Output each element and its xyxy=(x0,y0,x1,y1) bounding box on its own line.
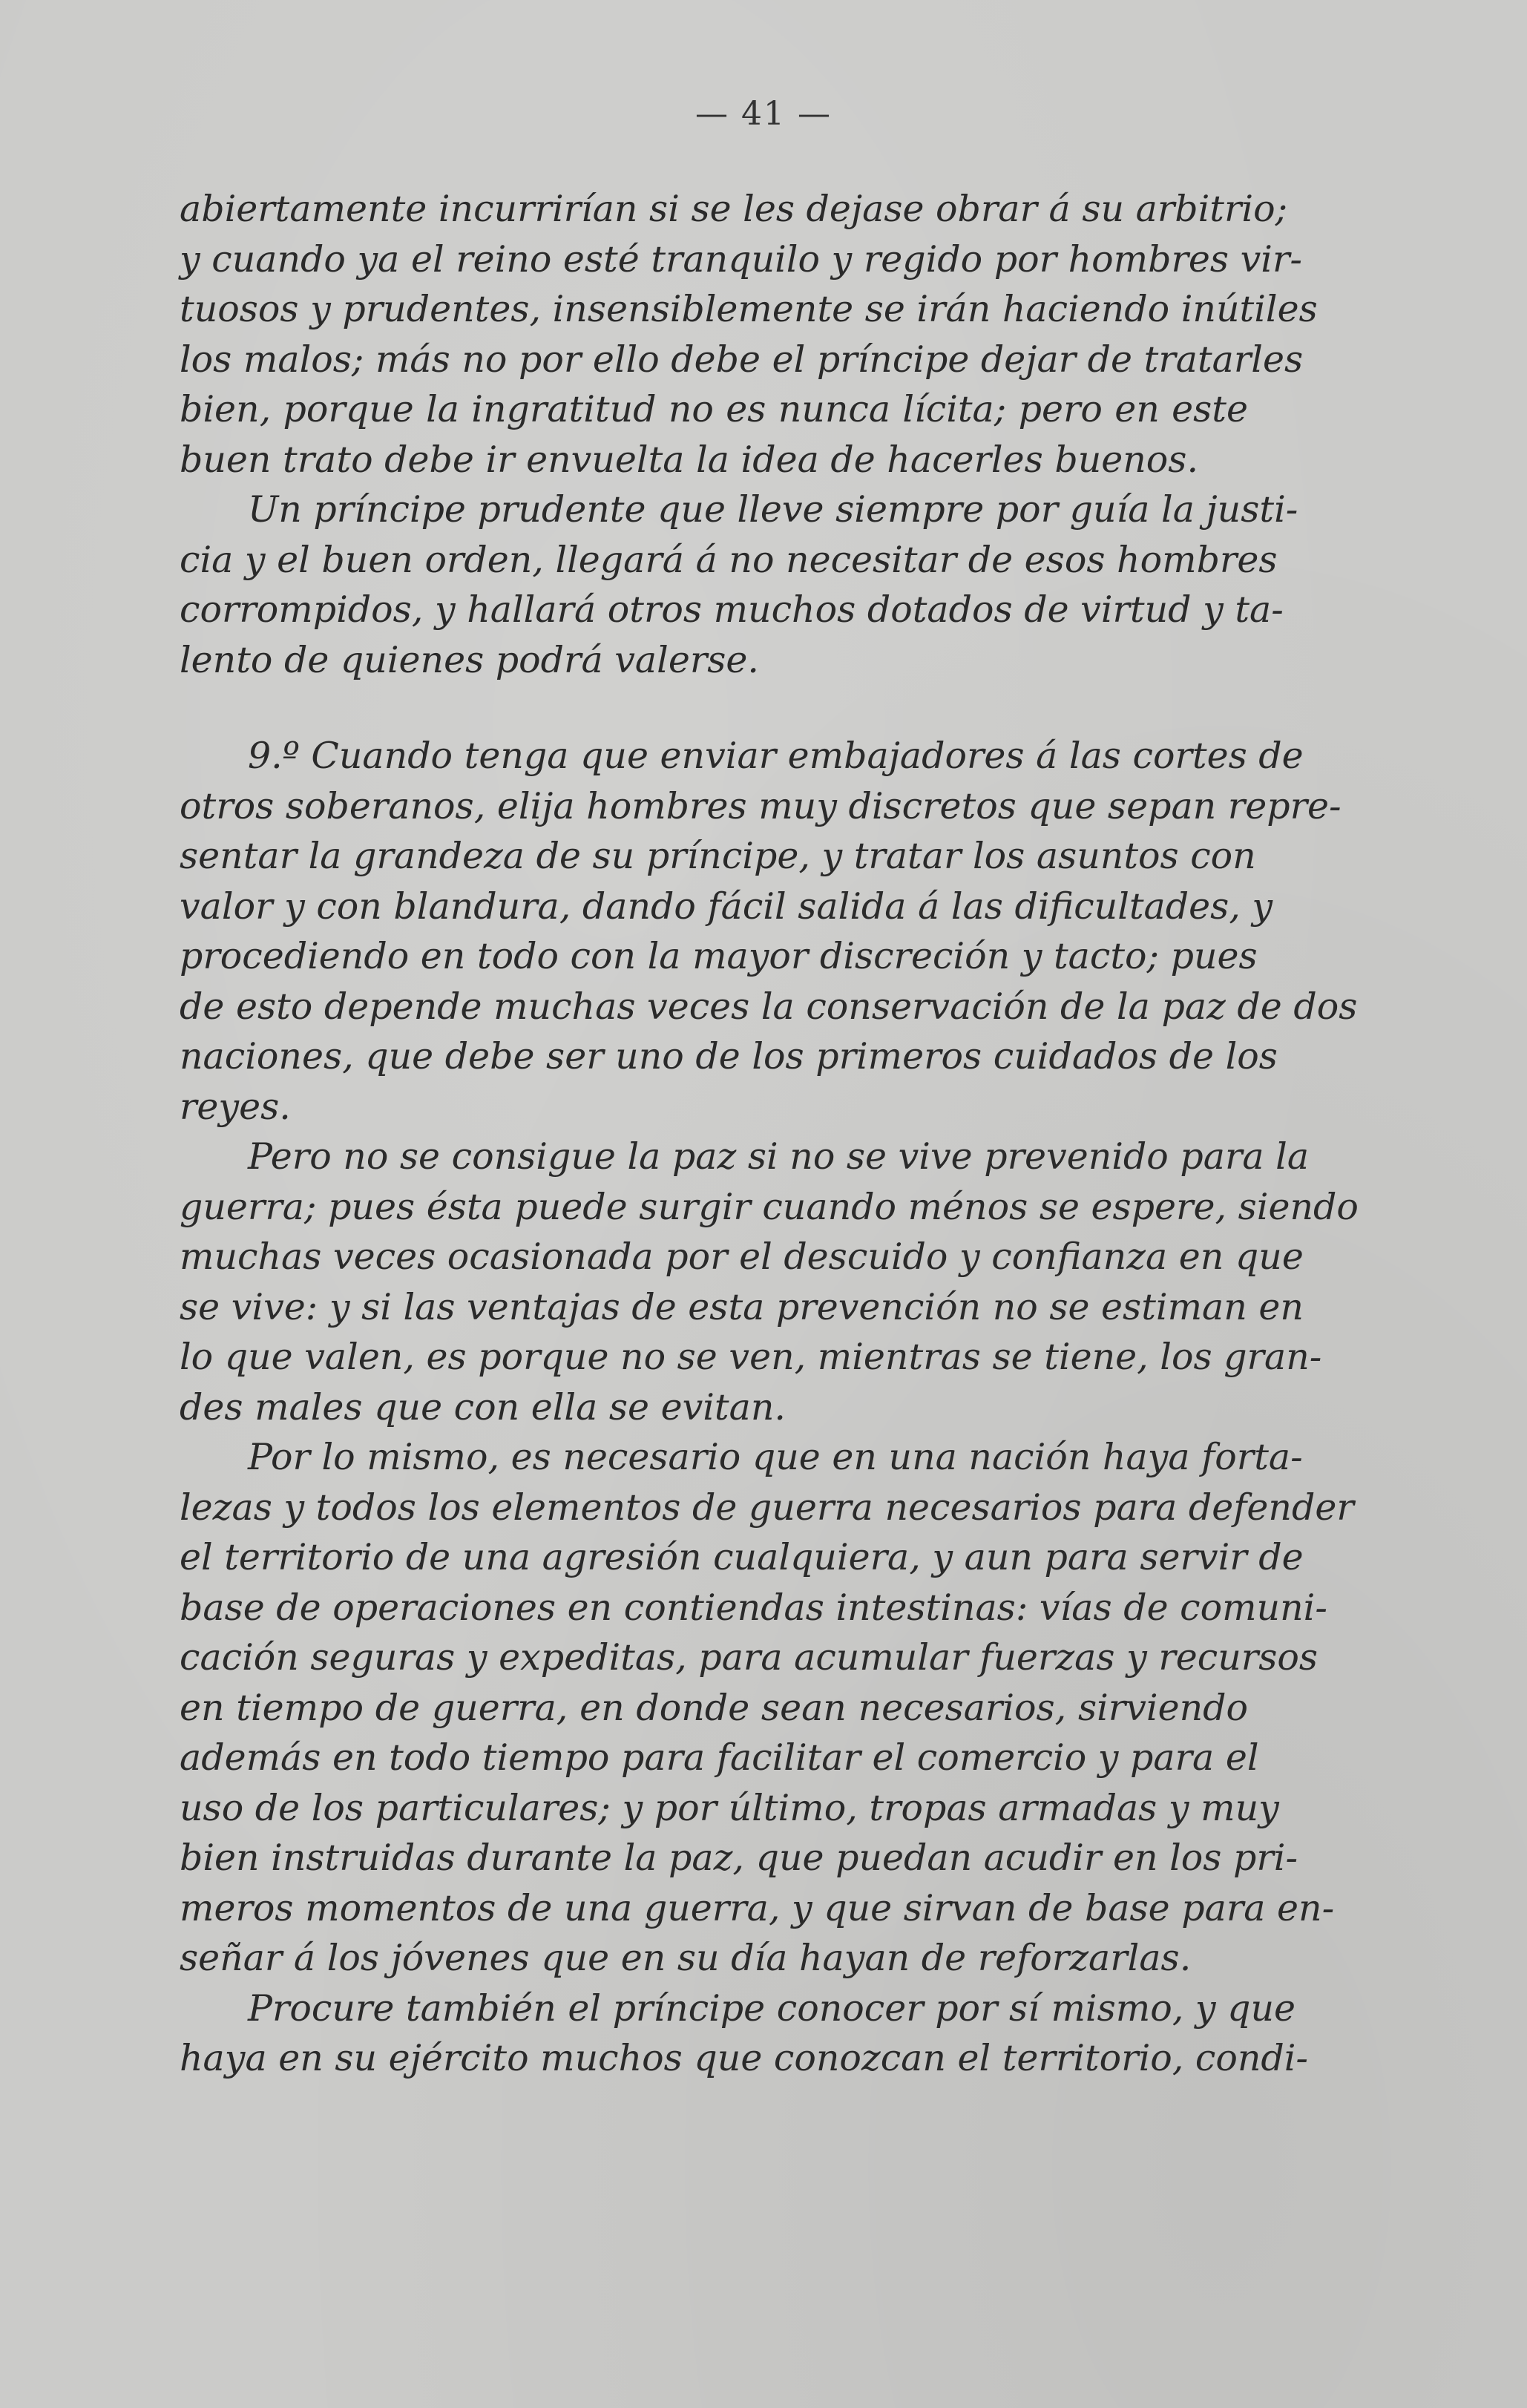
text-line: cia y el buen orden, llegará á no necesitar de esos hombres xyxy=(180,538,1278,581)
text-line: Procure también el príncipe conocer por sí mismo, y que xyxy=(248,1987,1296,2030)
paragraph xyxy=(180,1132,1359,1432)
paragraph xyxy=(180,485,1298,685)
text-line: se vive: y si las ventajas de esta prevención no se estiman en xyxy=(180,1285,1304,1328)
text-line: Por lo mismo, es necesario que en una nación haya forta- xyxy=(248,1436,1303,1478)
text-line: corrompidos, y hallará otros muchos dotados de virtud y ta- xyxy=(180,588,1284,631)
text-line: valor y con blandura, dando fácil salida á las dificultades, y xyxy=(180,885,1273,928)
text-line: uso de los particulares; y por último, tropas armadas y muy xyxy=(180,1786,1279,1829)
body-text xyxy=(180,184,1359,2084)
text-line: de esto depende muchas veces la conservación de la paz de dos xyxy=(180,985,1358,1028)
text-line: meros momentos de una guerra, y que sirvan de base para en- xyxy=(180,1886,1335,1929)
paragraph xyxy=(180,731,1358,1132)
text-line: 9.º Cuando tenga que enviar embajadores á las cortes de xyxy=(248,735,1304,777)
paragraph xyxy=(180,1432,1354,1984)
text-line: cación seguras y expeditas, para acumular fuerzas y recursos xyxy=(180,1636,1319,1679)
text-line: otros soberanos, elija hombres muy discretos que sepan repre- xyxy=(180,784,1342,827)
text-line: muchas veces ocasionada por el descuido y confianza en que xyxy=(180,1236,1304,1278)
text-line: Pero no se consigue la paz si no se vive prevenido para la xyxy=(248,1135,1310,1178)
text-line: sentar la grandeza de su príncipe, y tratar los asuntos con xyxy=(180,835,1256,877)
text-line: tuosos y prudentes, insensiblemente se irán haciendo inútiles xyxy=(180,288,1318,330)
paragraph xyxy=(180,1984,1308,2084)
text-line: señar á los jóvenes que en su día hayan de reforzarlas. xyxy=(180,1937,1192,1979)
text-line: lento de quienes podrá valerse. xyxy=(180,638,759,681)
text-line: bien instruidas durante la paz, que puedan acudir en los pri- xyxy=(180,1837,1298,1879)
text-line: además en todo tiempo para facilitar el comercio y para el xyxy=(180,1736,1259,1779)
text-line: lezas y todos los elementos de guerra necesarios para defender xyxy=(180,1486,1354,1529)
text-line: des males que con ella se evitan. xyxy=(180,1385,786,1428)
text-line: guerra; pues ésta puede surgir cuando ménos se espere, siendo xyxy=(180,1185,1359,1228)
text-line: los malos; más no por ello debe el príncipe dejar de tratarles xyxy=(180,338,1304,381)
text-line: reyes. xyxy=(180,1085,291,1128)
text-line: base de operaciones en contiendas intestinas: vías de comuni- xyxy=(180,1586,1327,1629)
text-line: Un príncipe prudente que lleve siempre por guía la justi- xyxy=(248,488,1298,531)
text-line: buen trato debe ir envuelta la idea de hacerles buenos. xyxy=(180,438,1199,481)
text-line: abiertamente incurrirían si se les dejase obrar á su arbitrio; xyxy=(180,188,1288,230)
text-line: naciones, que debe ser uno de los primeros cuidados de los xyxy=(180,1035,1278,1077)
text-line: bien, porque la ingratitud no es nunca lícita; pero en este xyxy=(180,388,1248,430)
text-line: en tiempo de guerra, en donde sean necesarios, sirviendo xyxy=(180,1686,1248,1729)
text-line: haya en su ejército muchos que conozcan el territorio, condi- xyxy=(180,2037,1308,2079)
paragraph xyxy=(180,184,1318,485)
text-line: procediendo en todo con la mayor discreción y tacto; pues xyxy=(180,935,1258,977)
text-line: lo que valen, es porque no se ven, mientras se tiene, los gran- xyxy=(180,1336,1322,1378)
text-line: y cuando ya el reino esté tranquilo y regido por hombres vir- xyxy=(180,237,1302,281)
page-number: — 41 — xyxy=(695,95,832,133)
text-line: el territorio de una agresión cualquiera, y aun para servir de xyxy=(180,1536,1304,1578)
